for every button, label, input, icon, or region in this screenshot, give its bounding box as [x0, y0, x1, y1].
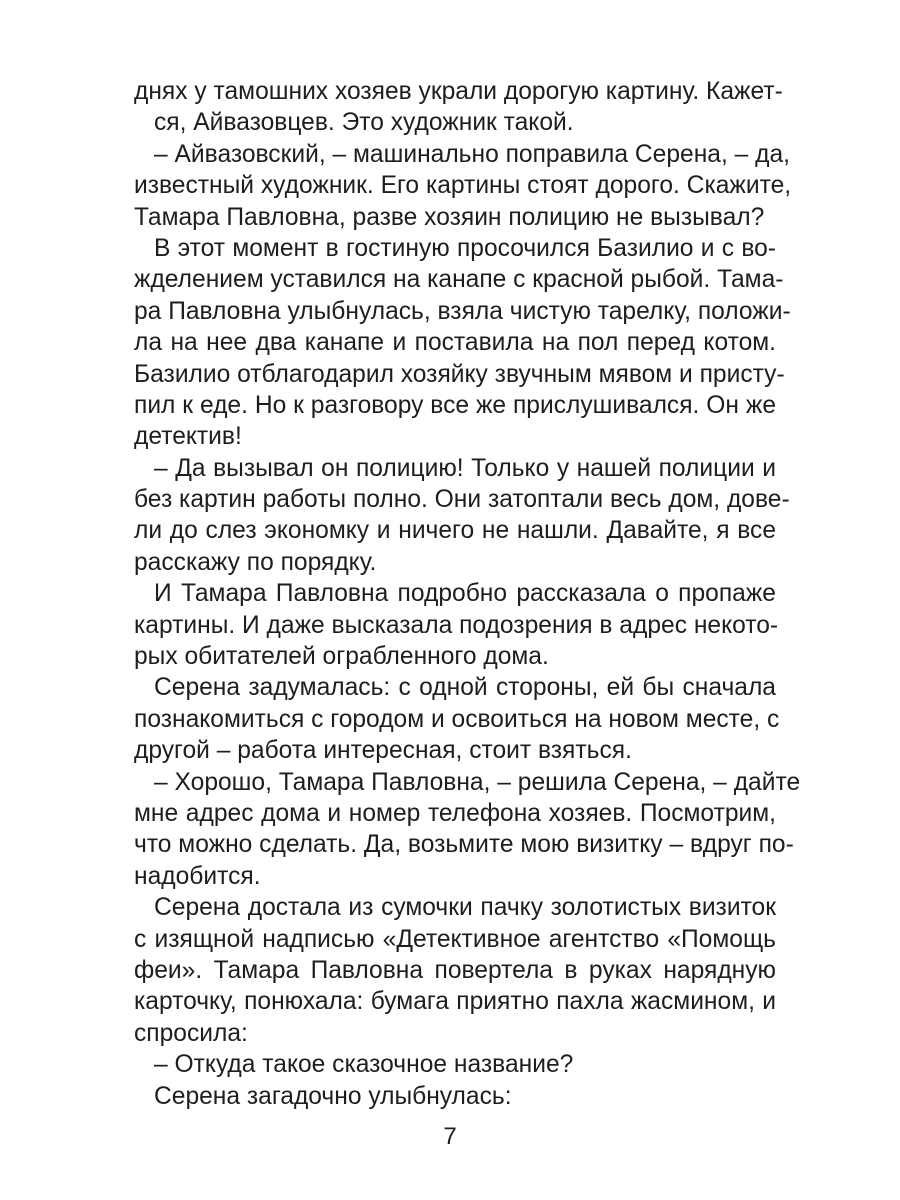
text-line: с изящной надписью «Детективное агентство «Помощь	[134, 925, 776, 953]
text-line: днях у тамошних хозяев украли дорогую картину. Кажет-	[134, 78, 783, 105]
text-line: известный художник. Его картины стоят дорого. Скажите,	[134, 172, 792, 200]
text-line: ра Павловна улыбнулась, взяла чистую тарелку, положи-	[134, 297, 791, 325]
text-line: Тамара Павловна, разве хозяин полицию не вызывал?	[134, 203, 765, 231]
text-line: жделением уставился на канапе с красной рыбой. Тама-	[134, 266, 784, 294]
text-line: расскажу по порядку.	[134, 548, 377, 576]
text-line: В этот момент в гостиную просочился Базилио и с во-	[154, 234, 776, 262]
text-line: без картин работы полно. Они затоптали весь дом, дове-	[134, 486, 790, 514]
text-line: рых обитателей ограбленного дома.	[134, 643, 549, 671]
text-line: надобится.	[134, 862, 261, 890]
text-line: картины. И даже высказала подозрения в адрес некото-	[134, 611, 779, 639]
text-line: ла на нее два канапе и поставила на пол перед котом.	[134, 329, 776, 357]
text-line: Базилио отблагодарил хозяйку звучным мявом и присту-	[134, 360, 785, 388]
text-line: – Да вызывал он полицию! Только у нашей полиции и	[154, 454, 776, 482]
text-line: познакомиться с городом и освоиться на новом месте, с	[134, 705, 780, 733]
text-line: И Тамара Павловна подробно рассказала о пропаже	[154, 580, 776, 608]
text-line: – Айвазовский, – машинально поправила Серена, – да,	[154, 140, 791, 168]
text-line: карточку, понюхала: бумага приятно пахла жасмином, и	[134, 988, 776, 1016]
text-line: другой – работа интересная, стоит взяться.	[134, 737, 632, 765]
text-line: спросила:	[134, 1019, 248, 1047]
text-line: Серена задумалась: с одной стороны, ей бы сначала	[154, 674, 776, 702]
text-line: что можно сделать. Да, возьмите мою визитку – вдруг по-	[134, 831, 794, 859]
page-number: 7	[443, 1123, 457, 1150]
text-line: – Хорошо, Тамара Павловна, – решила Серена, – дайте	[154, 768, 801, 796]
text-line: ся, Айвазовцев. Это художник такой.	[154, 109, 574, 137]
text-line: ли до слез экономку и ничего не нашли. Давайте, я все	[134, 517, 776, 545]
text-line: – Откуда такое сказочное название?	[154, 1051, 574, 1079]
text-line: Серена загадочно улыбнулась:	[154, 1082, 512, 1110]
text-line: феи». Тамара Павловна повертела в руках нарядную	[134, 956, 776, 984]
text-line: мне адрес дома и номер телефона хозяев. Посмотрим,	[134, 799, 776, 827]
text-line: пил к еде. Но к разговору все же прислушивался. Он же	[134, 391, 776, 419]
text-line: Серена достала из сумочки пачку золотистых визиток	[154, 894, 776, 922]
text-line: детектив!	[134, 423, 242, 451]
body-text	[134, 76, 801, 1112]
